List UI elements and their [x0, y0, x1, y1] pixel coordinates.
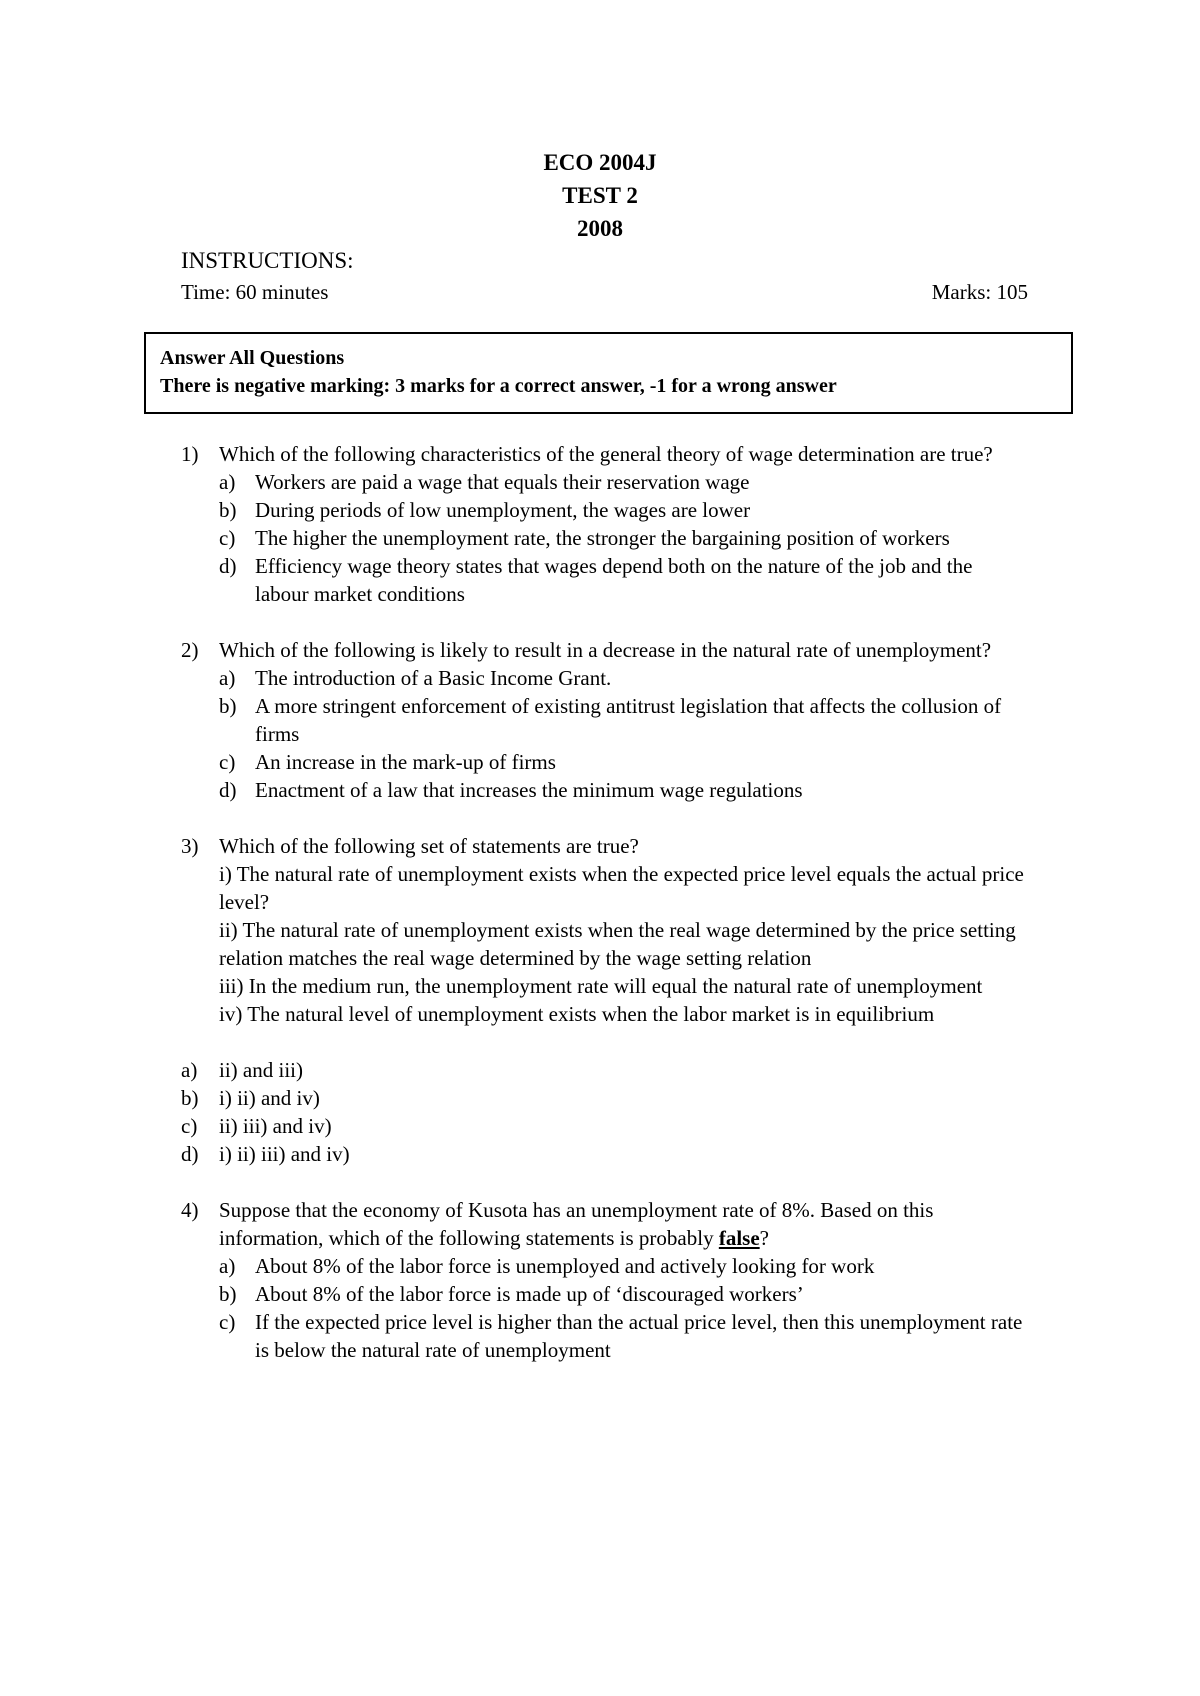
option-text: About 8% of the labor force is unemployed and actively looking for work — [255, 1254, 875, 1278]
question-3 — [181, 832, 1031, 1168]
option-text: i) ii) and iv) — [219, 1086, 320, 1110]
option-letter: c) — [219, 1310, 236, 1334]
option-text: Efficiency wage theory states that wages depend both on the nature of the job and the labour market conditions — [255, 554, 973, 606]
course-code: ECO 2004J — [543, 150, 657, 175]
answer-option — [181, 1084, 1031, 1112]
question-number: 3) — [181, 834, 199, 858]
exam-title — [0, 146, 1200, 245]
question-number: 2) — [181, 638, 199, 662]
option-text: A more stringent enforcement of existing antitrust legislation that affects the collusion of firms — [255, 694, 1002, 746]
option-letter: a) — [219, 470, 236, 494]
answer-option — [219, 552, 1031, 608]
option-letter: b) — [219, 694, 237, 718]
option-text: ii) iii) and iv) — [219, 1114, 332, 1138]
option-text: i) ii) iii) and iv) — [219, 1142, 350, 1166]
notice-line-1: Answer All Questions — [160, 347, 345, 369]
question-list — [181, 440, 1031, 1392]
option-letter: d) — [219, 554, 237, 578]
question-text — [219, 1196, 1031, 1252]
question-2 — [181, 636, 1031, 804]
question-text: Which of the following set of statements are true? — [219, 834, 639, 858]
option-letter: d) — [181, 1142, 199, 1166]
option-text: During periods of low unemployment, the wages are lower — [255, 498, 751, 522]
statement-i: i) The natural rate of unemployment exists when the expected price level equals the actual price level? — [219, 862, 1024, 914]
option-letter: a) — [219, 1254, 236, 1278]
option-text: If the expected price level is higher than the actual price level, then this unemployment rate is below the natural rate of unemployment — [255, 1310, 1023, 1362]
time-allowed: Time: 60 minutes — [181, 280, 329, 304]
emphasis-false: false — [718, 1226, 760, 1250]
answer-option — [219, 496, 1031, 524]
total-marks: Marks: 105 — [931, 280, 1028, 304]
question-1 — [181, 440, 1031, 608]
answer-option — [219, 524, 1031, 552]
answer-option — [181, 1140, 1031, 1168]
question-text: Which of the following characteristics of the general theory of wage determination are true? — [219, 442, 993, 466]
option-letter: b) — [219, 1282, 237, 1306]
question-text: Which of the following is likely to result in a decrease in the natural rate of unemployment? — [219, 638, 992, 662]
option-letter: a) — [219, 666, 236, 690]
question-text-start: Suppose that the economy of Kusota has an unemployment rate of 8%. Based on this information, which of the following statements is probably — [219, 1198, 934, 1250]
option-text: ii) and iii) — [219, 1058, 303, 1082]
marking-notice-box — [144, 332, 1073, 414]
answer-option — [219, 1252, 1031, 1280]
option-text: About 8% of the labor force is made up of ‘discouraged workers’ — [255, 1282, 804, 1306]
option-text: Workers are paid a wage that equals their reservation wage — [255, 470, 750, 494]
answer-option — [219, 1280, 1031, 1308]
option-letter: c) — [219, 750, 236, 774]
question-number: 4) — [181, 1198, 199, 1222]
option-text: The higher the unemployment rate, the stronger the bargaining position of workers — [255, 526, 950, 550]
question-text-end: ? — [759, 1226, 769, 1250]
question-number: 1) — [181, 442, 199, 466]
answer-option — [219, 468, 1031, 496]
statement-iv: iv) The natural level of unemployment exists when the labor market is in equilibrium — [219, 1002, 935, 1026]
option-letter: a) — [181, 1058, 198, 1082]
option-letter: c) — [181, 1114, 198, 1138]
answer-option — [219, 776, 1031, 804]
option-text: Enactment of a law that increases the minimum wage regulations — [255, 778, 803, 802]
notice-line-2: There is negative marking: 3 marks for a correct answer, -1 for a wrong answer — [160, 375, 837, 397]
answer-option — [219, 1308, 1031, 1364]
option-letter: d) — [219, 778, 237, 802]
exam-year: 2008 — [577, 216, 623, 241]
answer-option — [219, 748, 1031, 776]
option-letter: b) — [181, 1086, 199, 1110]
answer-option — [219, 692, 1031, 748]
question-4 — [181, 1196, 1031, 1364]
answer-option — [181, 1056, 1031, 1084]
option-text: The introduction of a Basic Income Grant. — [255, 666, 612, 690]
answer-option — [181, 1112, 1031, 1140]
option-letter: b) — [219, 498, 237, 522]
instructions-heading: INSTRUCTIONS: — [181, 248, 354, 273]
option-text: An increase in the mark-up of firms — [255, 750, 556, 774]
option-letter: c) — [219, 526, 236, 550]
answer-option — [219, 664, 1031, 692]
statement-iii: iii) In the medium run, the unemployment rate will equal the natural rate of unemployment — [219, 974, 983, 998]
test-number: TEST 2 — [562, 183, 638, 208]
statement-ii: ii) The natural rate of unemployment exists when the real wage determined by the price setting relation matches the real wage determined by the wage setting relation — [219, 918, 1016, 970]
